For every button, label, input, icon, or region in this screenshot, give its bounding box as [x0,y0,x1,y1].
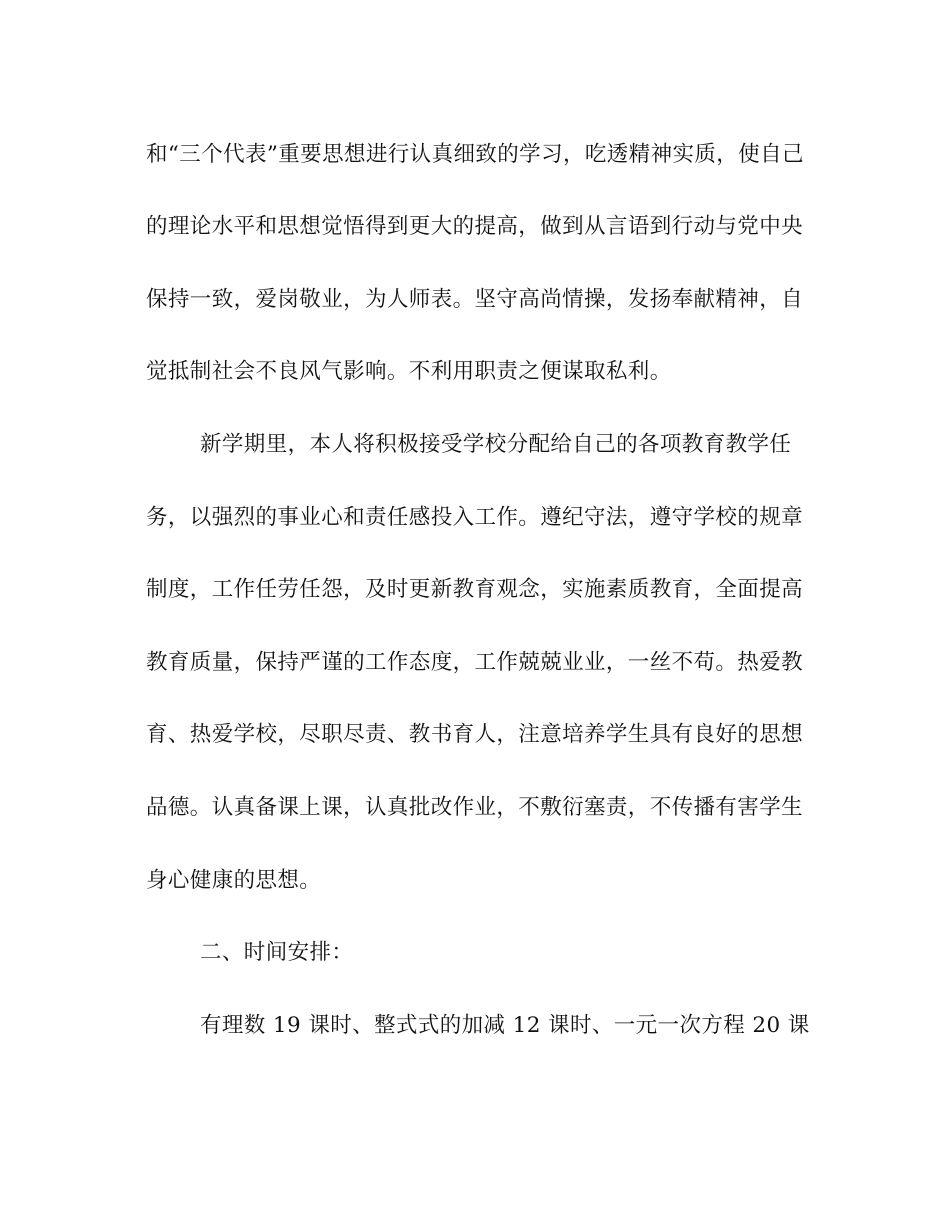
paragraph-2-line-6: 品德。认真备课上课，认真批改作业，不敷衍塞责，不传播有害学生 [146,795,804,820]
paragraph-2-line-2: 务，以强烈的事业心和责任感投入工作。遵纪守法，遵守学校的规章 [146,505,804,530]
paragraph-1-line-3: 保持一致，爱岗敬业，为人师表。坚守高尚情操，发扬奉献精神，自 [146,287,804,312]
paragraph-2-line-5: 育、热爱学校，尽职尽责、教书育人，注意培养学生具有良好的思想 [146,722,804,747]
paragraph-2-line-3: 制度，工作任劳任怨，及时更新教育观念，实施素质教育，全面提高 [146,577,804,602]
paragraph-2-line-1: 新学期里，本人将积极接受学校分配给自己的各项教育教学任 [200,432,792,457]
paragraph-1-line-1: 和“三个代表”重要思想进行认真细致的学习，吃透精神实质，使自己 [146,142,804,167]
section-heading: 二、时间安排： [200,940,354,965]
paragraph-1-line-2: 的理论水平和思想觉悟得到更大的提高，做到从言语到行动与党中央 [146,214,804,239]
paragraph-3-line-1: 有理数 19 课时、整式式的加减 12 课时、一元一次方程 20 课 [200,1013,810,1038]
paragraph-1-line-4: 觉抵制社会不良风气影响。不利用职责之便谋取私利。 [146,359,672,384]
paragraph-2-line-4: 教育质量，保持严谨的工作态度，工作兢兢业业，一丝不苟。热爱教 [146,650,804,675]
paragraph-2-line-7: 身心健康的思想。 [146,868,322,893]
